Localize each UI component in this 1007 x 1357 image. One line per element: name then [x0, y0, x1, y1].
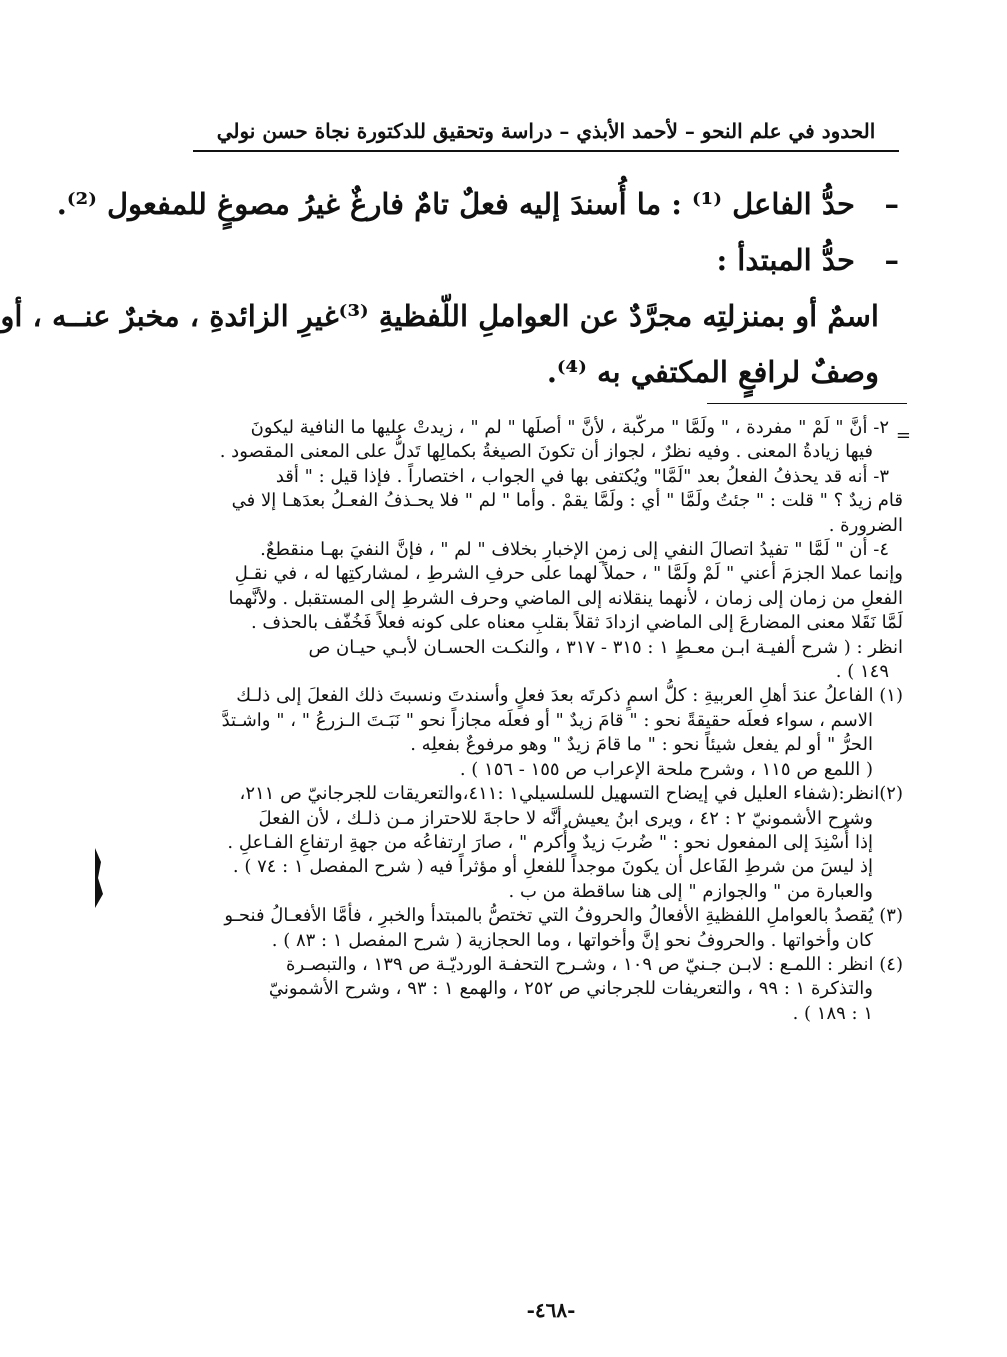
footnote-2: (٢)انظر:(شفاء العليل في إيضاح التسهيل للسلسيلي١ :٤١١،والتعريقات للجرجانيّ ص ٢١١،: [239, 783, 903, 805]
page-number: -٤٦٨-: [526, 1298, 576, 1322]
mubtada-definition-2: وصفٌ لرافعٍ المكتفي به ⁽⁴⁾.: [546, 355, 879, 389]
note-line: لَمَّا نَقَلا معنى المضارعَ إلى الماضي ازدادَ ثقلاً بقلبِ معناه على كونه فعلاً فَخُفّف بالحذف .: [250, 612, 903, 634]
note-line: كان وأخواتها . والحروفُ نحو إنَّ وأخواتها ، وما الحجازية ( شرح المفصل ١ : ٨٣ ) .: [271, 929, 873, 951]
bullet-dash: –: [884, 243, 899, 277]
binding-mark-icon: [95, 848, 105, 908]
note-line: ٢- أنَّ " لَمْ " مفردة ، " ولَمَّا " مركّبة ، لأنَّ " أصلَها " لم " ، زيدتْ عليها ما النافية ليكونَ: [250, 417, 889, 438]
bullet-dash: –: [884, 187, 899, 221]
continuation-marker: =: [895, 425, 911, 446]
note-line: الاسم ، سواء فعلَه حقيقةً نحو : " قامَ زيدٌ " أو فعلَه مجازاً نحو " نَبَـتَ الـزرعُ " ، " واشـتدَّ: [221, 709, 873, 731]
header-rule: [193, 150, 899, 152]
note-line: إذ ليسَ من شرطِ الفَاعل أن يكونَ موجداً للفعلِ أو مؤثراً فيه ( شرح المفصل ١ : ٧٤ ) .: [232, 856, 873, 878]
footnotes: [191, 416, 903, 1026]
note-line: وإنما عملا الجزمَ أعني " لَمْ ولَمَّا " ، حملاً لهما على حرفِ الشرطِ ، لمشاركتِها له ، في نقـلِ: [234, 563, 903, 585]
note-line: الضرورة .: [828, 514, 903, 536]
footnote-4: (٤) انظر : اللمـع : لابـن جـنيّ ص ١٠٩ ، وشـرح التحفـة الورديّـة ص ١٣٩ ، والتبصـرة: [286, 953, 903, 975]
note-line: انظر : ( شرح ألفيـة ابـن معـطٍ ١ : ٣١٥ - ٣١٧ ، والنكـت الحسـان لأبـي حيـان ص: [308, 636, 903, 658]
main-text: [0, 176, 899, 400]
note-line: ( اللمع ص ١١٥ ، وشرح ملحة الإعراب ص ١٥٥ - ١٥٦ ) .: [459, 758, 873, 780]
mubtada-heading: حدُّ المبتدأ :: [716, 243, 855, 277]
footnote-separator: [707, 403, 907, 404]
note-line: الفعلِ من زمان إلى زمان ، لأنهما ينقلانه إلى الماضي وحرف الشرطِ إلى المستقبل . ولأنَّهما: [228, 587, 903, 609]
note-line: ٣- أنه قد يحذفُ الفعلُ بعد "لَمَّا" ويُكتفى بها في الجواب ، اختصاراً . فإذا قيل : " أقد: [275, 465, 889, 487]
definition-line-2: [195, 232, 899, 288]
note-line: وشرح الأشمونيّ ٢ : ٤٢ ، ويرى ابنُ يعيش أنَّه لا حاجةَ للاحتراز مـن ذلـك ، لأن الفعلَ: [258, 807, 873, 829]
footnote-3: (٣) يُقصدُ بالعواملِ اللفظيةِ الأفعالُ والحروفُ التي تختصُّ بالمبتدأ والخبرِ ، فأمَّا الأفعـالُ فنحـو: [224, 905, 903, 927]
note-line: فيها زيادةُ المعنى . وفيه نظرٌ ، لجواز أن تكونَ الصيغةُ بكمالِها تَدلُّ على المعنى المقصود .: [219, 441, 873, 463]
note-line: والتذكرة ١ : ٩٩ ، والتعريفات للجرجاني ص ٢٥٢ ، والهمع ١ : ٩٣ ، وشرح الأشمونيّ: [268, 978, 873, 1000]
note-line: قام زيدٌ ؟ " قلت : " جئتُ ولَمَّا " أي : ولَمَّا يقمْ . وأما " لم " فلا يحـذفُ الفعـلُ بعدَهـا إلا في: [231, 490, 903, 512]
note-line: ٤- أن " لَمَّا " تفيدُ اتصالَ النفي إلى زمنِ الإخبارِ بخلاف " لم " ، فإنَّ النفيَ بهـا منقطعٌ.: [260, 539, 889, 561]
note-line: ١٤٩ ) .: [835, 661, 889, 683]
mubtada-definition-1: اسمٌ أو بمنزلتِه مجرَّدٌ عن العواملِ اللّفظيةِ ⁽³⁾غيرِ الزائدةِ ، مخبرٌ عنــه ، أو: [0, 299, 879, 333]
definition-line-1: [56, 176, 899, 232]
note-line: والعبارة من " والجوازم " إلى هنا ساقطة من ب .: [508, 880, 873, 902]
fail-definition: حدُّ الفاعل ⁽¹⁾ : ما أُسندَ إليه فعلٌ تامٌ فارغٌ غيرُ مصوغٍ للمفعول ⁽²⁾.: [56, 187, 855, 221]
note-line: الحرُّ " أو لم يفعل شيئاً نحو : " ما قامَ زيدٌ " وهو مرفوعٌ بفعلِه .: [410, 734, 873, 756]
note-line: ١ : ١٨٩ ) .: [792, 1002, 873, 1024]
note-line: إذا أُسْنِدَ إلى المفعول نحو : " ضُربَ زيدٌ وأُكرم " ، صارَ ارتفاعُه من جهةِ ارتفاعِ الفـاعلِ .: [227, 831, 873, 853]
running-title: الحدود في علم النحو – لأحمد الأبذي – دراسة وتحقيق للدكتورة نجاة حسن نولي: [216, 119, 876, 143]
footnote-1: (١) الفاعلُ عندَ أهلِ العربيةِ : كلُّ اسمٍ ذكرتَه بعدَ فعلٍ وأسندتَ ونسبتَ ذلك الفعلَ إلى ذلـك: [236, 685, 903, 707]
